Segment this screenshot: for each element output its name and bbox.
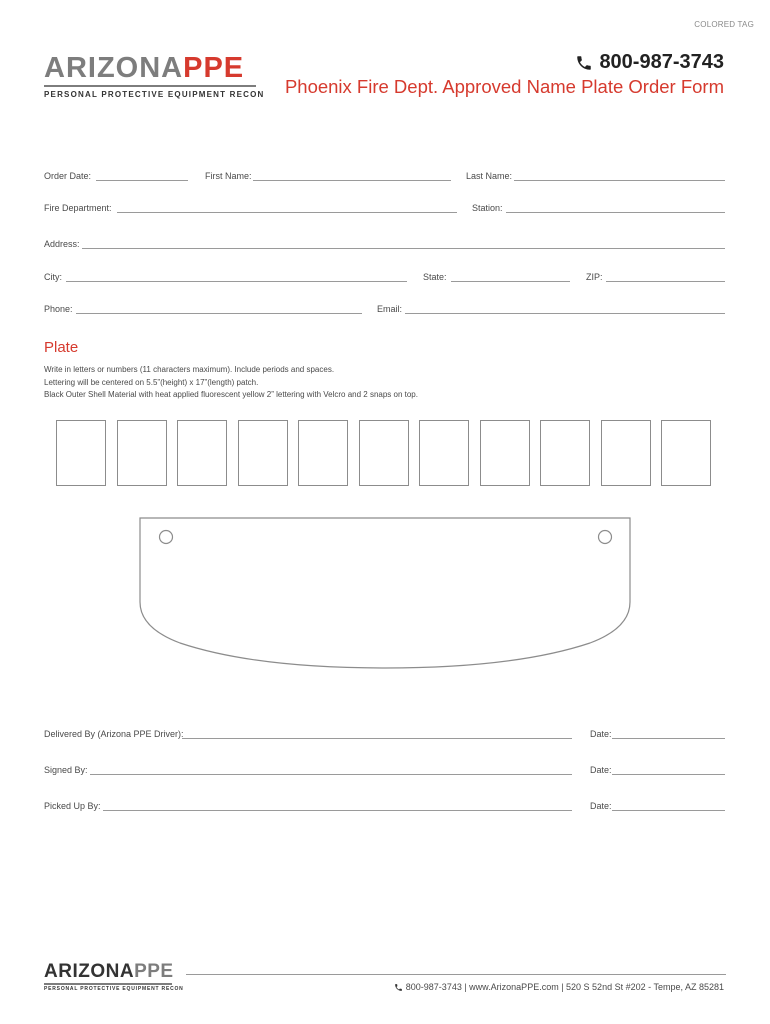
first-name-label: First Name: (205, 171, 252, 181)
character-box-3[interactable] (177, 420, 227, 486)
signed-date-label: Date: (590, 765, 612, 775)
instruction-line-3: Black Outer Shell Material with heat applied fluorescent yellow 2” lettering with Velcro and 2 snaps on top. (44, 390, 418, 399)
footer-logo-word-part1: ARIZ (44, 961, 91, 982)
signed-by-field[interactable] (90, 774, 572, 775)
email-field[interactable] (405, 313, 725, 314)
station-label: Station: (472, 203, 503, 213)
left-snap-hole (160, 531, 173, 544)
order-date-label: Order Date: (44, 171, 92, 181)
character-box-11[interactable] (661, 420, 711, 486)
character-box-10[interactable] (601, 420, 651, 486)
logo-word-part3: PPE (183, 52, 245, 84)
delivered-by-field[interactable] (182, 738, 572, 739)
footer-phone-icon (394, 983, 403, 992)
logo-word-part1: ARIZ (44, 52, 116, 84)
phone-label: Phone: (44, 304, 73, 314)
instruction-line-1: Write in letters or numbers (11 characters maximum). Include periods and spaces. (44, 365, 335, 374)
phone-icon (575, 54, 593, 72)
address-label: Address: (44, 239, 80, 249)
address-field[interactable] (82, 248, 725, 249)
fire-department-field[interactable] (117, 212, 457, 213)
picked-up-by-field[interactable] (103, 810, 572, 811)
picked-up-by-label: Picked Up By: (44, 801, 101, 811)
logo-divider (44, 85, 256, 87)
email-label: Email: (377, 304, 403, 314)
footer-logo-wordmark (44, 962, 174, 982)
first-name-field[interactable] (253, 180, 451, 181)
picked-up-date-field[interactable] (612, 810, 725, 811)
zip-label: ZIP: (586, 272, 603, 282)
order-date-field[interactable] (96, 180, 188, 181)
plate-shape (140, 518, 630, 668)
character-box-1[interactable] (56, 420, 106, 486)
phone-field[interactable] (76, 313, 362, 314)
footer-contact (394, 982, 724, 992)
picked-up-date-label: Date: (590, 801, 612, 811)
header-phone (575, 51, 724, 74)
city-label: City: (44, 272, 62, 282)
delivered-date-label: Date: (590, 729, 612, 739)
state-field[interactable] (451, 281, 570, 282)
plate-instructions (44, 364, 418, 402)
last-name-field[interactable] (514, 180, 725, 181)
footer-logo-subtitle: PERSONAL PROTECTIVE EQUIPMENT RECON (44, 986, 184, 992)
state-label: State: (423, 272, 447, 282)
name-plate-outline (130, 510, 640, 675)
footer-logo-word-part3: PPE (134, 961, 174, 982)
station-field[interactable] (506, 212, 725, 213)
last-name-label: Last Name: (466, 171, 513, 181)
colored-tag-label: COLORED TAG (694, 20, 754, 29)
footer-divider (186, 974, 726, 975)
form-title: Phoenix Fire Dept. Approved Name Plate Order Form (284, 76, 724, 97)
right-snap-hole (599, 531, 612, 544)
city-field[interactable] (66, 281, 407, 282)
logo-wordmark (44, 52, 244, 84)
character-box-8[interactable] (480, 420, 530, 486)
character-box-5[interactable] (298, 420, 348, 486)
character-box-7[interactable] (419, 420, 469, 486)
footer-logo-divider (44, 983, 172, 985)
character-box-6[interactable] (359, 420, 409, 486)
logo-subtitle: PERSONAL PROTECTIVE EQUIPMENT RECON (44, 90, 265, 99)
fire-department-label: Fire Department: (44, 203, 112, 213)
footer-logo (44, 962, 184, 996)
footer-logo-word-part2: ONA (90, 961, 135, 982)
signed-by-label: Signed By: (44, 765, 88, 775)
plate-heading: Plate (44, 339, 79, 356)
company-logo (44, 52, 264, 102)
character-box-9[interactable] (540, 420, 590, 486)
logo-word-part2: ONA (115, 52, 184, 84)
instruction-line-2: Lettering will be centered on 5.5”(height) x 17”(length) patch. (44, 377, 259, 387)
zip-field[interactable] (606, 281, 725, 282)
footer-contact-text: 800-987-3743 | www.ArizonaPPE.com | 520 S 52nd St #202 - Tempe, AZ 85281 (405, 982, 724, 992)
signed-date-field[interactable] (612, 774, 725, 775)
delivered-by-label: Delivered By (Arizona PPE Driver): (44, 729, 184, 739)
character-box-2[interactable] (117, 420, 167, 486)
delivered-date-field[interactable] (612, 738, 725, 739)
character-box-4[interactable] (238, 420, 288, 486)
header-phone-number: 800-987-3743 (599, 51, 724, 73)
